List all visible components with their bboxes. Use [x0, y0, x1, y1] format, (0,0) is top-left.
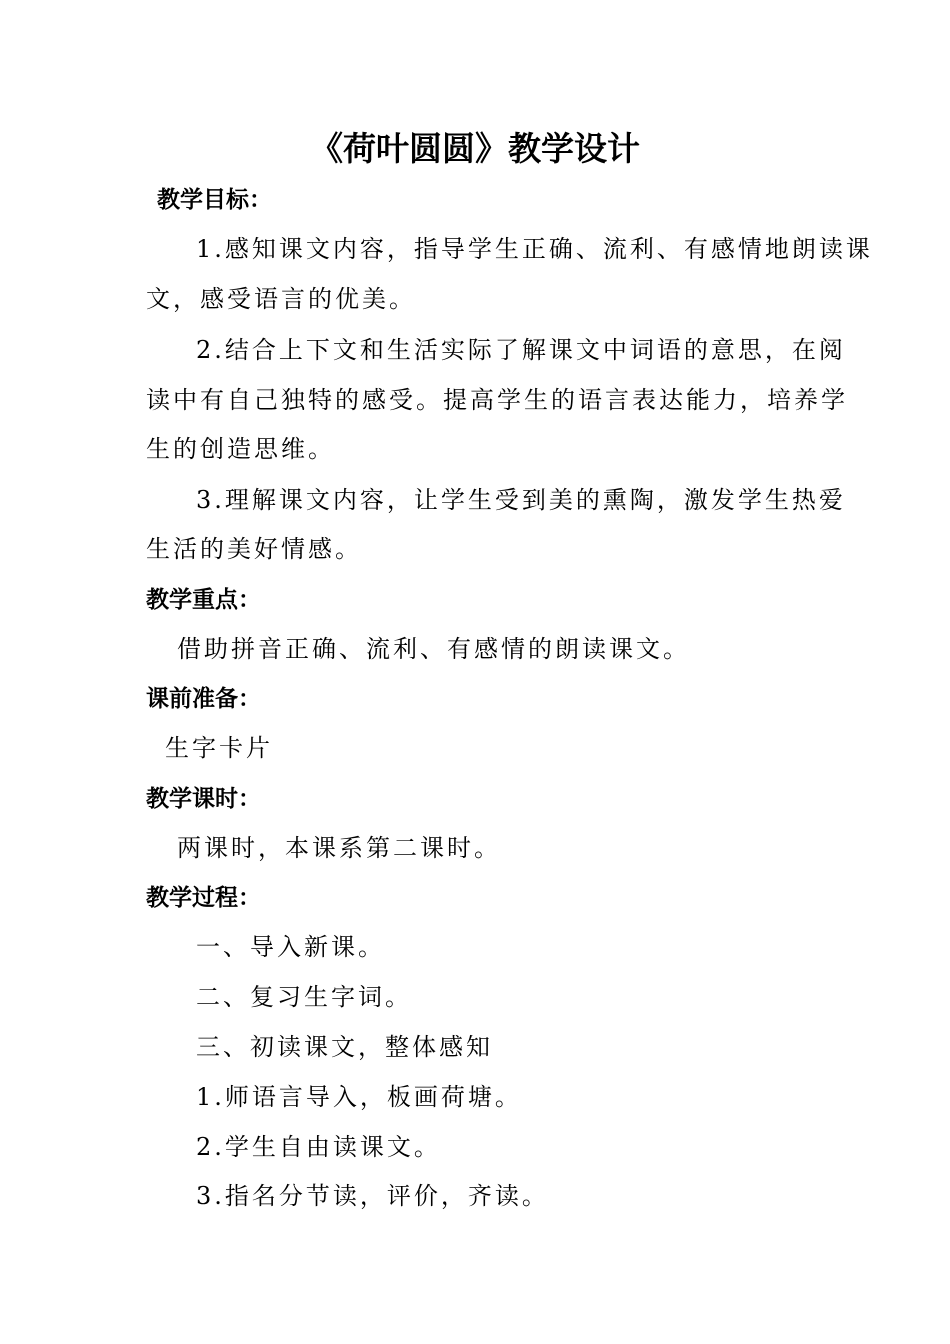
class-hours-text: 两课时，本课系第二课时。: [177, 834, 501, 862]
objective-3-line-1: 3.理解课文内容，让学生受到美的熏陶，激发学生热爱: [196, 486, 846, 514]
process-substep-2: 2.学生自由读课文。: [196, 1133, 441, 1161]
process-step-2: 二、复习生字词。: [196, 983, 412, 1011]
objective-2-line-1: 2.结合上下文和生活实际了解课文中词语的意思，在阅: [196, 336, 846, 364]
objective-2-line-2: 读中有自己独特的感受。提高学生的语言表达能力，培养学: [146, 386, 848, 414]
objective-3-line-2: 生活的美好情感。: [146, 535, 362, 563]
process-substep-3: 3.指名分节读，评价，齐读。: [196, 1182, 549, 1210]
preparation-text: 生字卡片: [165, 734, 273, 762]
preparation-heading: 课前准备：: [146, 686, 261, 712]
objective-2-line-3: 生的创造思维。: [146, 435, 335, 463]
process-heading: 教学过程：: [146, 885, 261, 911]
key-points-heading: 教学重点：: [146, 587, 261, 613]
process-step-1: 一、导入新课。: [196, 933, 385, 961]
process-step-3: 三、初读课文，整体感知: [196, 1033, 493, 1061]
class-hours-heading: 教学课时：: [146, 786, 261, 812]
objectives-heading: 教学目标：: [157, 187, 272, 213]
document-title: 《荷叶圆圆》教学设计: [310, 129, 640, 168]
process-substep-1: 1.师语言导入，板画荷塘。: [196, 1083, 522, 1111]
key-points-text: 借助拼音正确、流利、有感情的朗读课文。: [177, 635, 690, 663]
objective-1-line-2: 文，感受语言的优美。: [146, 285, 416, 313]
objective-1-line-1: 1.感知课文内容，指导学生正确、流利、有感情地朗读课: [196, 235, 873, 263]
